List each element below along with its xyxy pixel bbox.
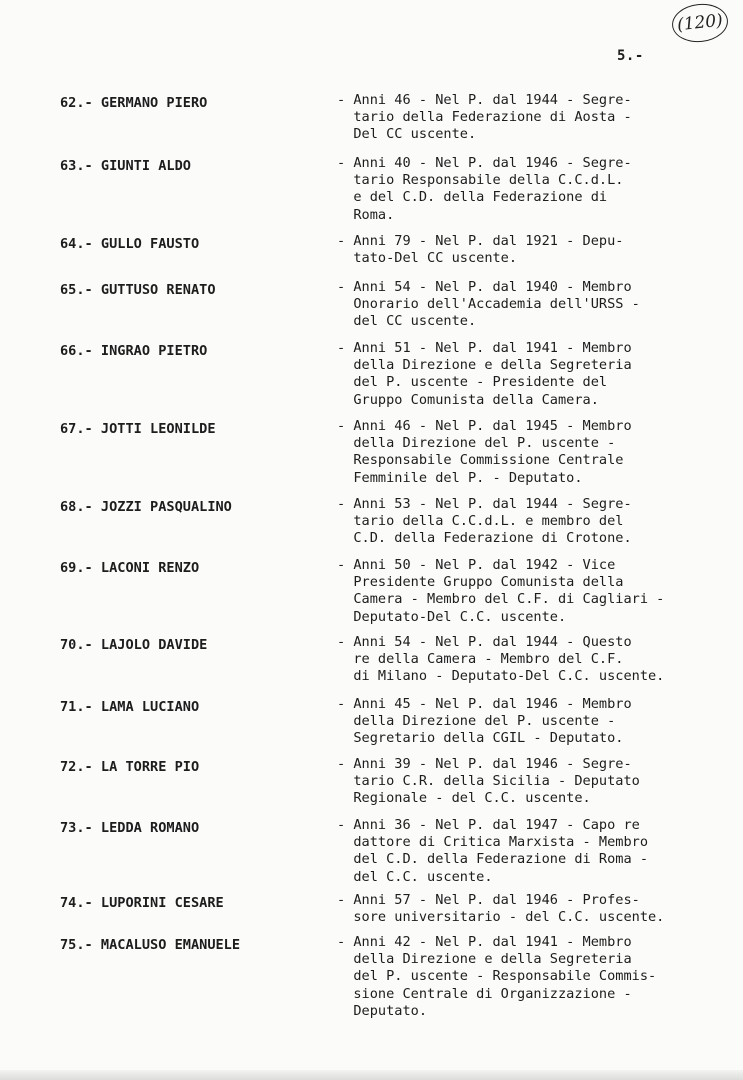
member-description bbox=[337, 233, 732, 267]
description-line: Deputato. bbox=[337, 1002, 428, 1019]
description-line: - Anni 50 - Nel P. dal 1942 - Vice bbox=[337, 557, 616, 573]
description-line: e del C.D. della Federazione di bbox=[337, 189, 608, 206]
member-name: 70.- LAJOLO DAVIDE bbox=[60, 637, 208, 653]
description-line: - Anni 53 - Nel P. dal 1944 - Segre- bbox=[337, 496, 632, 512]
description-line: Roma. bbox=[337, 206, 395, 223]
description-line: del CC uscente. bbox=[337, 313, 477, 330]
member-description bbox=[337, 557, 732, 626]
member-description bbox=[337, 696, 732, 748]
description-line: - Anni 36 - Nel P. dal 1947 - Capo re bbox=[337, 817, 640, 833]
description-line: sione Centrale di Organizzazione - bbox=[337, 985, 632, 1002]
description-line: - Anni 46 - Nel P. dal 1945 - Membro bbox=[337, 418, 632, 434]
description-line: del C.C. uscente. bbox=[337, 868, 493, 885]
member-description bbox=[337, 892, 732, 926]
description-line: Segretario della CGIL - Deputato. bbox=[337, 730, 624, 747]
member-description bbox=[337, 155, 732, 224]
description-line: del P. uscente - Presidente del bbox=[337, 374, 608, 391]
description-line: Regionale - del C.C. uscente. bbox=[337, 790, 591, 807]
description-line: sore universitario - del C.C. uscente. bbox=[337, 909, 665, 926]
member-name: 71.- LAMA LUCIANO bbox=[60, 699, 200, 715]
description-line: - Anni 45 - Nel P. dal 1946 - Membro bbox=[337, 696, 632, 712]
member-description bbox=[337, 634, 732, 686]
description-line: - Anni 42 - Nel P. dal 1941 - Membro bbox=[337, 934, 632, 950]
description-line: C.D. della Federazione di Crotone. bbox=[337, 530, 632, 547]
member-description bbox=[337, 817, 732, 886]
description-line: - Anni 57 - Nel P. dal 1946 - Profes- bbox=[337, 892, 640, 908]
description-line: dattore di Critica Marxista - Membro bbox=[337, 834, 648, 851]
description-line: tario della Federazione di Aosta - bbox=[337, 109, 632, 126]
description-line: - Anni 54 - Nel P. dal 1944 - Questo bbox=[337, 634, 632, 650]
member-name: 73.- LEDDA ROMANO bbox=[60, 820, 200, 836]
description-line: della Direzione e della Segreteria bbox=[337, 951, 632, 968]
description-line: del C.D. della Federazione di Roma - bbox=[337, 851, 648, 868]
description-line: re della Camera - Membro del C.F. bbox=[337, 651, 624, 668]
description-line: Responsabile Commissione Centrale bbox=[337, 452, 624, 469]
description-line: della Direzione del P. uscente - bbox=[337, 435, 616, 452]
description-line: Del CC uscente. bbox=[337, 126, 477, 143]
description-line: tario della C.C.d.L. e membro del bbox=[337, 513, 624, 530]
description-line: Onorario dell'Accademia dell'URSS - bbox=[337, 296, 640, 313]
member-description bbox=[337, 92, 732, 144]
description-line: - Anni 40 - Nel P. dal 1946 - Segre- bbox=[337, 155, 632, 171]
member-description bbox=[337, 279, 732, 331]
archive-stamp: (120) bbox=[670, 1, 730, 45]
member-description bbox=[337, 934, 732, 1020]
member-name: 64.- GULLO FAUSTO bbox=[60, 236, 200, 252]
description-line: della Direzione e della Segreteria bbox=[337, 357, 632, 374]
description-line: di Milano - Deputato-Del C.C. uscente. bbox=[337, 668, 665, 685]
description-line: del P. uscente - Responsabile Commis- bbox=[337, 968, 657, 985]
description-line: Femminile del P. - Deputato. bbox=[337, 469, 583, 486]
description-line: Camera - Membro del C.F. di Cagliari - bbox=[337, 591, 665, 608]
description-line: - Anni 39 - Nel P. dal 1946 - Segre- bbox=[337, 756, 632, 772]
member-description bbox=[337, 496, 732, 548]
page-number: 5.- bbox=[617, 48, 644, 64]
member-description bbox=[337, 756, 732, 808]
description-line: tario C.R. della Sicilia - Deputato bbox=[337, 773, 640, 790]
member-name: 66.- INGRAO PIETRO bbox=[60, 343, 208, 359]
description-line: Gruppo Comunista della Camera. bbox=[337, 391, 599, 408]
description-line: Deputato-Del C.C. uscente. bbox=[337, 608, 567, 625]
member-name: 68.- JOZZI PASQUALINO bbox=[60, 499, 232, 515]
member-name: 72.- LA TORRE PIO bbox=[60, 759, 200, 775]
description-line: Presidente Gruppo Comunista della bbox=[337, 574, 624, 591]
member-name: 75.- MACALUSO EMANUELE bbox=[60, 937, 241, 953]
description-line: - Anni 46 - Nel P. dal 1944 - Segre- bbox=[337, 92, 632, 108]
description-line: tario Responsabile della C.C.d.L. bbox=[337, 172, 624, 189]
member-description bbox=[337, 340, 732, 409]
description-line: della Direzione del P. uscente - bbox=[337, 713, 616, 730]
member-name: 65.- GUTTUSO RENATO bbox=[60, 282, 216, 298]
member-name: 67.- JOTTI LEONILDE bbox=[60, 421, 216, 437]
description-line: tato-Del CC uscente. bbox=[337, 250, 518, 267]
member-name: 62.- GERMANO PIERO bbox=[60, 95, 208, 111]
description-line: - Anni 54 - Nel P. dal 1940 - Membro bbox=[337, 279, 632, 295]
member-name: 69.- LACONI RENZO bbox=[60, 560, 200, 576]
member-name: 74.- LUPORINI CESARE bbox=[60, 895, 224, 911]
description-line: - Anni 79 - Nel P. dal 1921 - Depu- bbox=[337, 233, 624, 249]
member-description bbox=[337, 418, 732, 487]
description-line: - Anni 51 - Nel P. dal 1941 - Membro bbox=[337, 340, 632, 356]
member-name: 63.- GIUNTI ALDO bbox=[60, 158, 191, 174]
